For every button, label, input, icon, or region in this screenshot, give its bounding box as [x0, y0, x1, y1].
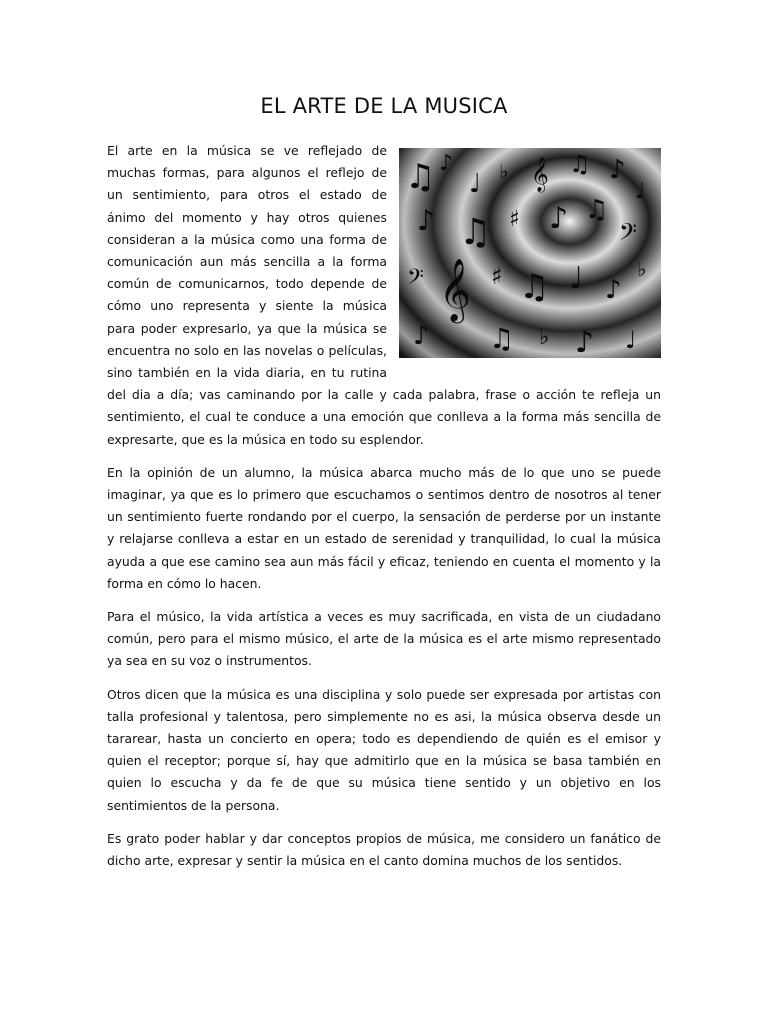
- paragraph-4: Otros dicen que la música es una disciplina y solo puede ser expresada por artistas con talla profesional y talentosa, pero simplemente no es asi, la música observa desde un tararear, hasta un concierto en opera; todo es dependiendo de quién es el emisor y quien el receptor; porque sí, hay que admitirlo que en la música se basa también en quien lo escucha y da fe de que su música tiene sentido y un objetivo en los sentimientos de la persona.: [107, 686, 661, 813]
- svg-text:♪: ♪: [575, 325, 595, 358]
- svg-text:♭: ♭: [637, 257, 647, 281]
- svg-text:♩: ♩: [569, 261, 584, 296]
- svg-text:♩: ♩: [625, 326, 637, 354]
- paragraph-1: El arte en la música se ve reflejado de muchas formas, para algunos el reflejo de un sentimiento, para otros el estado de ánimo del momento y hay otros quienes consideran a la música como una forma de comunicación aun más sencilla a la forma común de comunicarnos, todo depende de cómo uno representa y siente la música para poder expresarlo, ya que la música se encuentra no solo en las novelas o películas, sino también en la vida diaria, en tu rutina del dia a día; vas caminando por la calle y cada palabra, frase o acción te refleja un sentimiento, el cual te conduce a una emoción que conlleva a la forma más sencilla de expresarte, que es la música en todo su esplendor.: [107, 143, 661, 447]
- music-notes-icon: [399, 148, 661, 358]
- svg-text:♫: ♫: [569, 150, 591, 178]
- paragraph-3: Para el músico, la vida artística a veces es muy sacrificada, en vista de un ciudadano común, pero para el mismo músico, el arte de la música es el arte mismo representado ya sea en su voz o instrumentos.: [107, 609, 661, 669]
- svg-text:𝄢: 𝄢: [619, 218, 638, 251]
- svg-text:♫: ♫: [519, 267, 550, 307]
- svg-text:♪: ♪: [439, 151, 454, 176]
- svg-text:𝄞: 𝄞: [531, 157, 549, 192]
- svg-text:♫: ♫: [489, 322, 515, 355]
- page-title: EL ARTE DE LA MUSICA: [260, 94, 508, 118]
- svg-text:♩: ♩: [469, 169, 482, 199]
- svg-text:♫: ♫: [585, 195, 609, 225]
- svg-text:♩: ♩: [635, 179, 646, 204]
- svg-text:𝄢: 𝄢: [407, 265, 424, 295]
- svg-text:♪: ♪: [413, 321, 430, 351]
- svg-text:♪: ♪: [605, 275, 622, 305]
- svg-text:♯: ♯: [509, 207, 520, 232]
- document-body: [107, 140, 661, 883]
- svg-text:♪: ♪: [417, 204, 435, 237]
- paragraph-2: En la opinión de un alumno, la música abarca mucho más de lo que uno se puede imaginar, ya que es lo primero que escuchamos o sentimos dentro de nosotros al tener un sentimiento fuerte rondando por el cuerpo, la sensación de perderse por un instante y relajarse conlleva a estar en un estado de serenidad y tranquilidad, lo cual la música ayuda a que ese camino sea aun más fácil y eficaz, teniendo en cuenta el momento y la forma en cómo lo hacen.: [107, 464, 661, 591]
- paragraph-5: Es grato poder hablar y dar conceptos propios de música, me considero un fanático de dicho arte, expresar y sentir la música en el canto domina muchos de los sentidos.: [107, 830, 661, 869]
- svg-text:♭: ♭: [539, 325, 550, 350]
- svg-text:♪: ♪: [609, 155, 626, 185]
- svg-text:♪: ♪: [549, 201, 569, 236]
- music-notes-image: [399, 148, 661, 358]
- svg-text:♯: ♯: [491, 262, 503, 290]
- svg-text:♫: ♫: [459, 212, 492, 253]
- svg-text:♭: ♭: [499, 159, 509, 183]
- svg-text:𝄞: 𝄞: [439, 258, 471, 321]
- svg-text:♫: ♫: [405, 157, 436, 197]
